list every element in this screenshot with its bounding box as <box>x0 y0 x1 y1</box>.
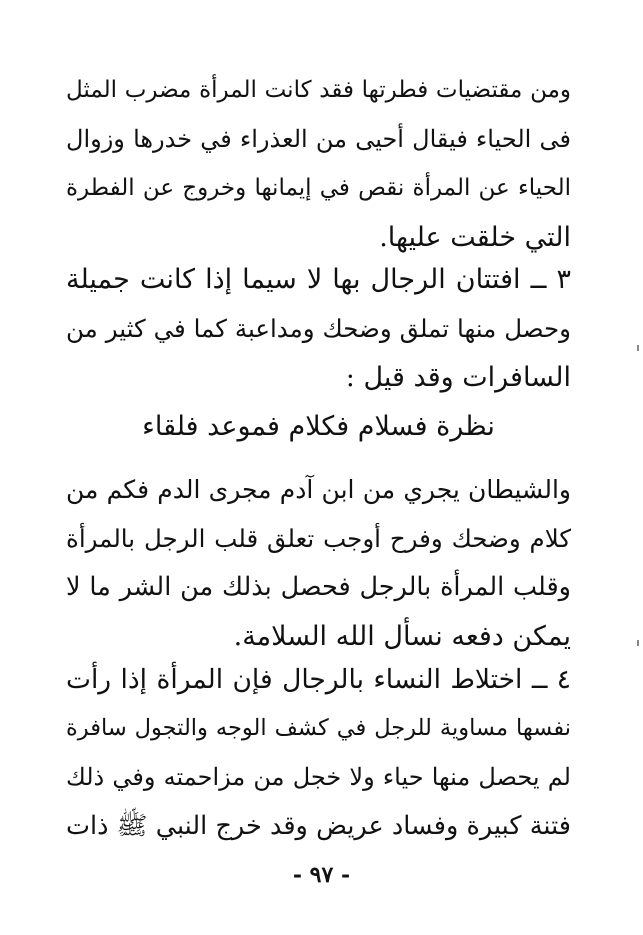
paragraph-point-3 <box>66 255 571 402</box>
paragraph-shaytan <box>66 465 571 661</box>
text-line: ٣ ــ افتتان الرجال بها لا سيما إذا كانت جميلة <box>66 264 571 295</box>
text-line: وحصل منها تملق وضحك ومداعبة كما في كثير من <box>66 314 571 343</box>
margin-mark <box>637 345 639 351</box>
quoted-verse <box>66 402 571 451</box>
text-line: التي خلقت عليها. <box>379 222 571 253</box>
text-line: نفسها مساوية للرجل في كشف الوجه والتجول سافرة <box>66 715 571 741</box>
text-line: الحياء عن المرأة نقص في إيمانها وخروج عن الفطرة <box>66 175 571 201</box>
text-line: السافرات وقد قيل : <box>345 362 571 393</box>
margin-mark <box>637 640 639 646</box>
paragraph-modesty <box>66 66 571 262</box>
text-line: كلام وضحك وفرح أوجب تعلق قلب الرجل بالمرأة <box>66 524 571 553</box>
paragraph-point-4 <box>66 655 571 851</box>
text-line: يمكن دفعه نسأل الله السلامة. <box>233 621 571 652</box>
text-line: فى الحياء فيقال أحيى من العذراء في خدرها وزوال <box>66 125 571 153</box>
page-number: - ٩٧ - <box>292 862 351 888</box>
text-line: والشيطان يجري من ابن آدم مجرى الدم فكم من <box>66 475 571 504</box>
text-line: وقلب المرأة بالرجل فحصل بذلك من الشر ما لا <box>66 572 571 602</box>
text-line: ومن مقتضيات فطرتها فقد كانت المرأة مضرب المثل <box>66 77 571 103</box>
text-line: ٤ ــ اختلاط النساء بالرجال فإن المرأة إذا رأت <box>66 664 571 695</box>
text-line: فتنة كبيرة وفساد عريض وقد خرج النبي ﷺ ذات <box>66 811 571 841</box>
text-line: لم يحصل منها حياء ولا خجل من مزاحمته وفي ذلك <box>66 763 571 791</box>
verse-line: نظرة فسلام فكلام فموعد فلقاء <box>142 411 495 442</box>
